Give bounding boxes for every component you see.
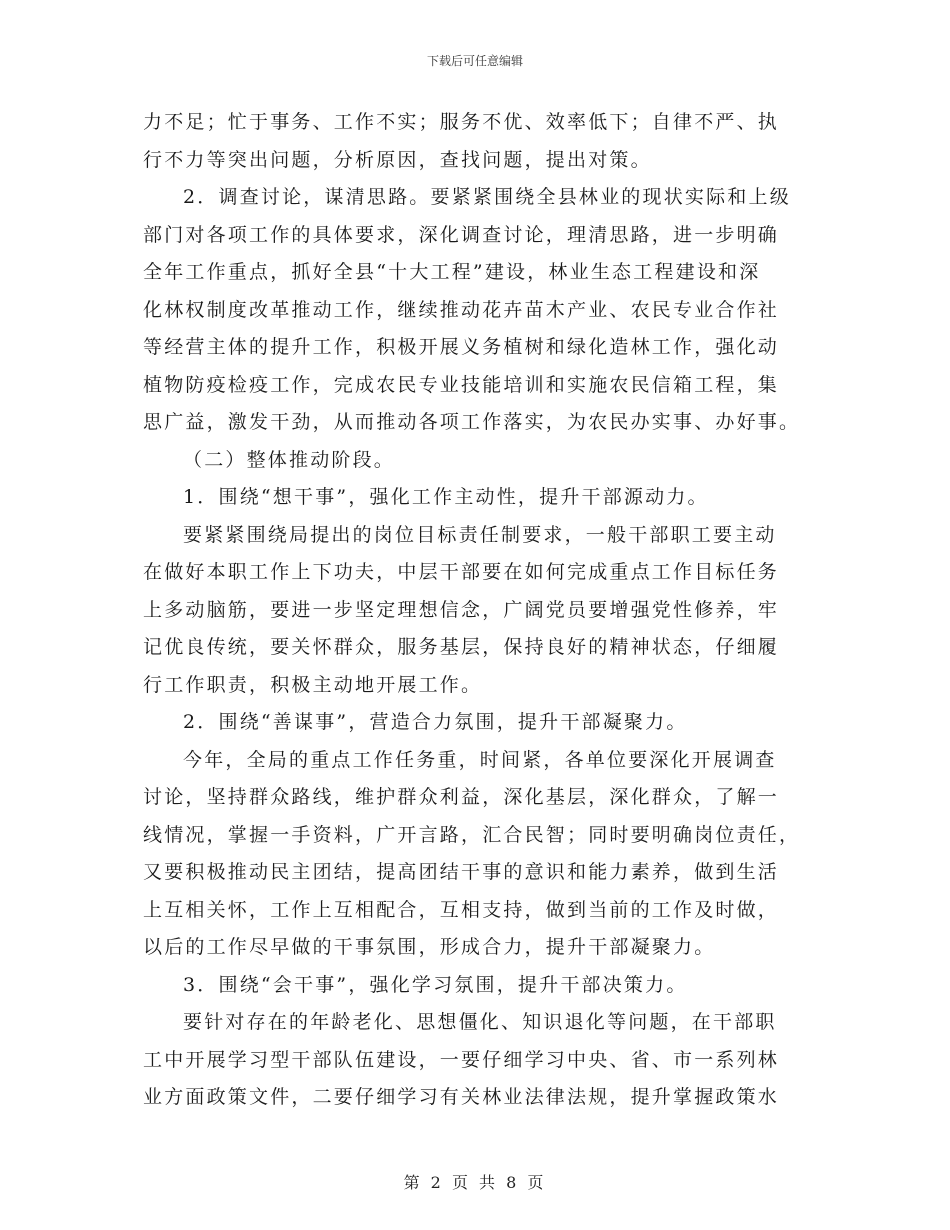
text-line: 讨论，坚持群众路线，维护群众利益，深化基层，深化群众，了解一 bbox=[143, 786, 780, 808]
text-line: 行不力等突出问题，分析原因，查找问题，提出对策。 bbox=[143, 148, 652, 171]
text-line: 力不足；忙于事务、工作不实；服务不优、效率低下；自律不严、执 bbox=[143, 111, 780, 133]
text-line: 记优良传统，要关怀群众，服务基层，保持良好的精神状态，仔细履 bbox=[143, 636, 780, 658]
text-line: 全年工作重点，抓好全县“十大工程”建设，林业生态工程建设和深 bbox=[143, 261, 761, 283]
text-line: 2．围绕“善谋事”，营造合力氛围，提升干部凝聚力。 bbox=[183, 711, 688, 733]
text-line: 植物防疫检疫工作，完成农民专业技能培训和实施农民信箱工程，集 bbox=[143, 373, 780, 396]
text-line: 2．调查讨论，谋清思路。要紧紧围绕全县林业的现状实际和上级 bbox=[183, 186, 791, 208]
page-footer: 第 2 页 共 8 页 bbox=[403, 1173, 547, 1192]
text-line: 行工作职责，积极主动地开展工作。 bbox=[143, 673, 483, 696]
text-line: 又要积极推动民主团结，提高团结干事的意识和能力素养，做到生活 bbox=[143, 861, 780, 883]
text-line: 要紧紧围绕局提出的岗位目标责任制要求，一般干部职工要主动 bbox=[183, 523, 777, 546]
text-line: 在做好本职工作上下功夫，中层干部要在如何完成重点工作目标任务 bbox=[143, 561, 780, 583]
text-line: 1．围绕“想干事”，强化工作主动性，提升干部源动力。 bbox=[183, 486, 709, 508]
text-line: 化林权制度改革推动工作，继续推动花卉苗木产业、农民专业合作社 bbox=[143, 298, 780, 321]
text-line: 思广益，激发干劲，从而推动各项工作落实，为农民办实事、办好事。 bbox=[143, 411, 801, 433]
text-line: 以后的工作尽早做的干事氛围，形成合力，提升干部凝聚力。 bbox=[143, 936, 716, 958]
text-line: 今年，全局的重点工作任务重，时间紧，各单位要深化开展调查 bbox=[183, 748, 777, 771]
text-line: 等经营主体的提升工作，积极开展义务植树和绿化造林工作，强化动 bbox=[143, 336, 780, 358]
document-body bbox=[143, 104, 810, 1117]
text-line: 上互相关怀，工作上互相配合，互相支持，做到当前的工作及时做， bbox=[143, 898, 780, 921]
text-line: 工中开展学习型干部队伍建设，一要仔细学习中央、省、市一系列林 bbox=[143, 1048, 780, 1071]
text-line: （二）整体推动阶段。 bbox=[183, 448, 396, 471]
text-line: 线情况，掌握一手资料，广开言路，汇合民智；同时要明确岗位责任， bbox=[143, 823, 801, 846]
page-header: 下载后可任意编辑 bbox=[426, 54, 523, 68]
text-line: 业方面政策文件，二要仔细学习有关林业法律法规，提升掌握政策水 bbox=[143, 1086, 780, 1108]
text-line: 上多动脑筋，要进一步坚定理想信念，广阔党员要增强党性修养，牢 bbox=[143, 598, 780, 621]
text-line: 3．围绕“会干事”，强化学习氛围，提升干部决策力。 bbox=[183, 973, 688, 996]
text-line: 部门对各项工作的具体要求，深化调查讨论，理清思路，进一步明确 bbox=[143, 223, 780, 246]
text-line: 要针对存在的年龄老化、思想僵化、知识退化等问题，在干部职 bbox=[183, 1011, 777, 1033]
